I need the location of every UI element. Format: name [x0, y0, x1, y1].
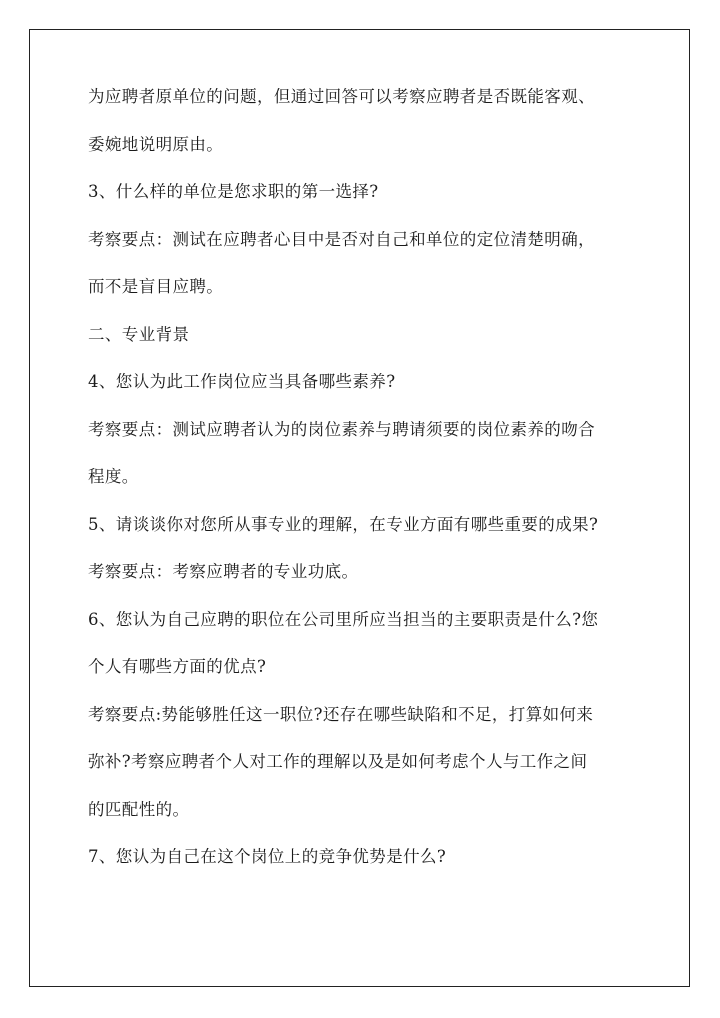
- text-line: 委婉地说明原由。: [88, 134, 224, 154]
- text-line: 的匹配性的。: [88, 799, 190, 819]
- text-line: 考察要点：考察应聘者的专业功底。: [88, 562, 359, 581]
- question-line: 6、您认为自己应聘的职位在公司里所应当担当的主要职责是什么?您: [88, 609, 599, 629]
- section-heading: 二、专业背景: [88, 324, 190, 344]
- text-line: 考察要点：测试在应聘者心目中是否对自己和单位的定位清楚明确，: [88, 229, 595, 249]
- text-line: 而不是盲目应聘。: [88, 277, 224, 296]
- text-line: 考察要点：测试应聘者认为的岗位素养与聘请须要的岗位素养的吻合: [88, 419, 595, 439]
- question-line: 3、什么样的单位是您求职的第一选择?: [88, 182, 379, 201]
- text-line: 个人有哪些方面的优点?: [88, 657, 267, 676]
- question-line: 5、请谈谈你对您所从事专业的理解，在专业方面有哪些重要的成果?: [88, 514, 599, 534]
- text-line: 弥补?考察应聘者个人对工作的理解以及是如何考虑个人与工作之间: [88, 752, 588, 771]
- text-line: 程度。: [88, 467, 139, 486]
- document-body: [88, 85, 636, 868]
- question-line: 7、您认为自己在这个岗位上的竞争优势是什么?: [88, 847, 447, 866]
- text-line: 考察要点:势能够胜任这一职位?还存在哪些缺陷和不足，打算如何来: [88, 704, 594, 724]
- text-line: 为应聘者原单位的问题，但通过回答可以考察应聘者是否既能客观、: [88, 87, 595, 106]
- question-line: 4、您认为此工作岗位应当具备哪些素养?: [88, 372, 396, 391]
